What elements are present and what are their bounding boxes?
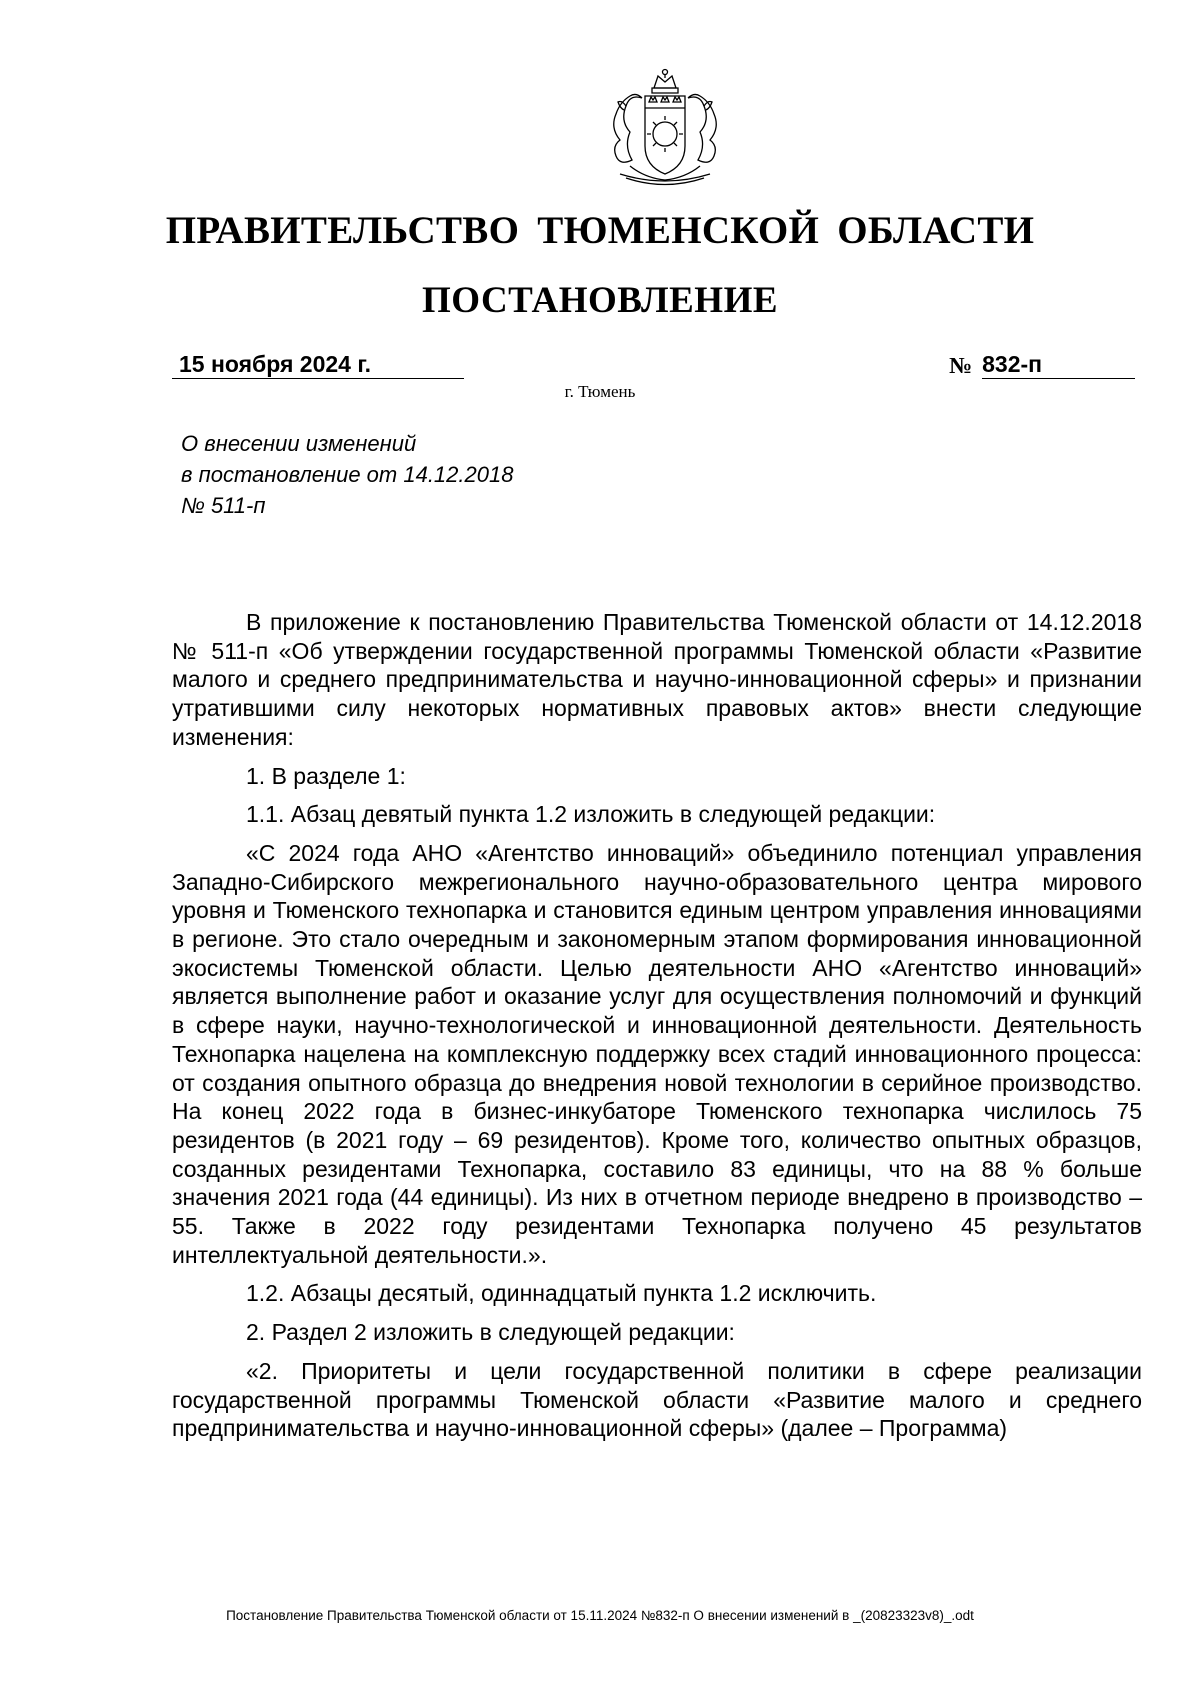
document-number [949, 351, 1135, 379]
body-paragraph: «С 2024 года АНО «Агентство инноваций» объединило потенциал управления Западно-Сибирского межрегионального научно-образовательного центра мирового уровня и Тюменского технопарка и становится единым центром управления инновациями в регионе. Это стало очередным и закономерным этапом формирования инновационной экосистемы Тюменской области. Целью деятельности АНО «Агентство инноваций» является выполнение работ и оказание услуг для осуществления полномочий и функций в сфере науки, научно-технологической и инновационной деятельности. Деятельность Технопарка нацелена на комплексную поддержку всех стадий инновационного процесса: от создания опытного образца до внедрения новой технологии в серийное производство. На конец 2022 года в бизнес-инкубаторе Тюменского технопарка числилось 75 резидентов (в 2021 году – 69 резидентов). Кроме того, количество опытных образцов, созданных резидентами Технопарка, составило 83 единицы, что на 88 % больше значения 2021 года (44 единицы). Из них в отчетном периоде внедрено в производство – 55. Также в 2022 году резидентами Технопарка получено 45 результатов интеллектуальной деятельности.». [172, 839, 1142, 1268]
document-subject [181, 428, 681, 521]
city-line: г. Тюмень [564, 382, 636, 401]
body-paragraph: «2. Приоритеты и цели государственной политики в сфере реализации государственной программы Тюменской области «Развитие малого и среднего предпринимательства и научно-инновационной сферы» (далее – Программа) [172, 1357, 1142, 1442]
subject-line: О внесении изменений [181, 431, 417, 456]
document-date: 15 ноября 2024 г. [172, 351, 464, 379]
government-title: ПРАВИТЕЛЬСТВО ТЮМЕНСКОЙ ОБЛАСТИ [165, 209, 1035, 252]
subject-line: № 511-п [181, 493, 266, 518]
body-paragraph: 2. Раздел 2 изложить в следующей редакции: [246, 1319, 735, 1346]
document-body [172, 608, 1142, 1443]
body-paragraph: 1.1. Абзац девятый пункта 1.2 изложить в следующей редакции: [246, 801, 936, 828]
document-type: ПОСТАНОВЛЕНИЕ [421, 280, 779, 321]
number-sign: № [949, 353, 973, 378]
coat-of-arms-icon [590, 66, 740, 191]
body-paragraph: 1. В разделе 1: [246, 762, 406, 789]
body-paragraph: 1.2. Абзацы десятый, одиннадцатый пункта 1.2 исключить. [246, 1280, 877, 1307]
number-value: 832-п [982, 351, 1135, 379]
body-paragraph: В приложение к постановлению Правительства Тюменской области от 14.12.2018 № 511-п «Об утверждении государственной программы Тюменской области «Развитие малого и среднего предпринимательства и научно-инновационной сферы» и признании утратившими силу некоторых нормативных правовых актов» внести следующие изменения: [172, 609, 1142, 750]
subject-line: в постановление от 14.12.2018 [181, 462, 514, 487]
page-footer: Постановление Правительства Тюменской области от 15.11.2024 №832-п О внесении изменений в _(20823323v8)_.odt [226, 1608, 974, 1623]
